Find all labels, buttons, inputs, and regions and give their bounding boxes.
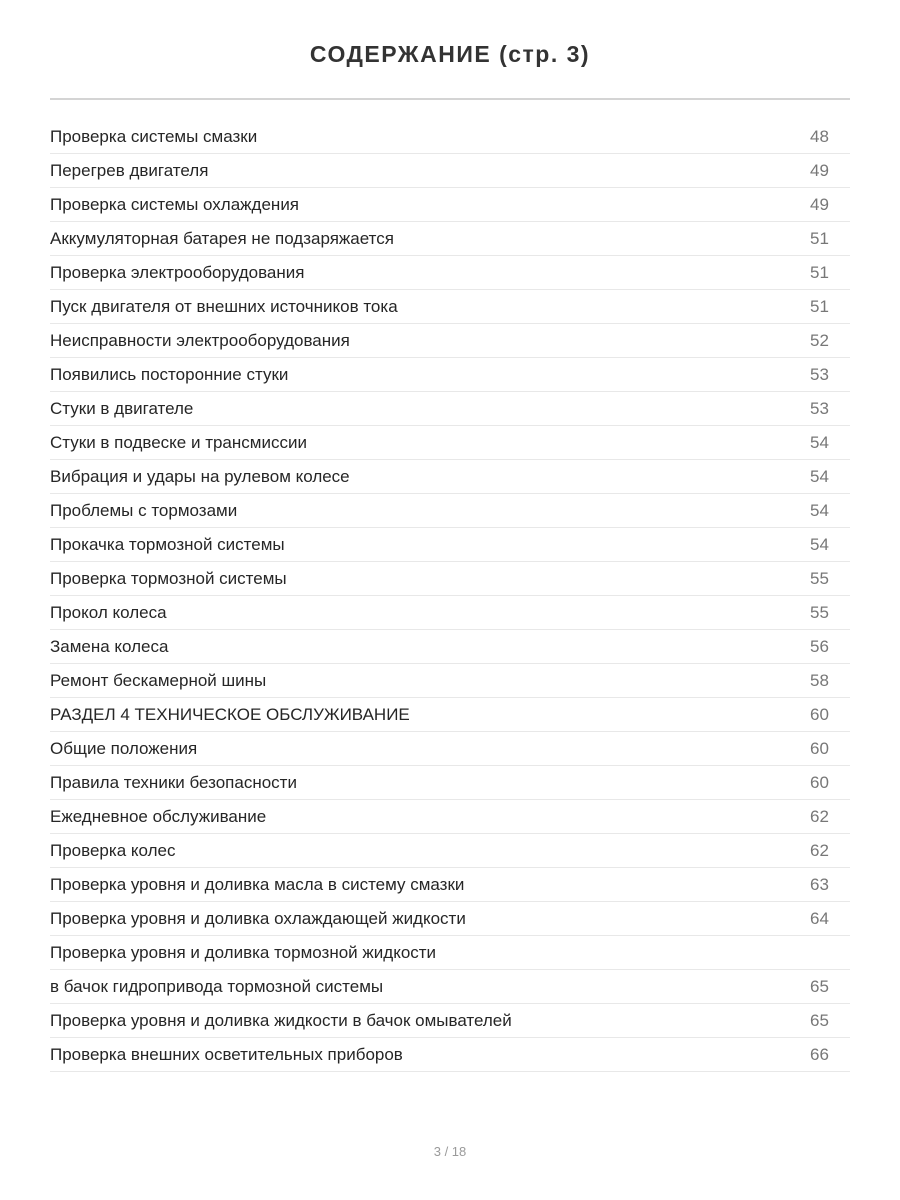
title-divider — [50, 98, 850, 100]
toc-entry-page-number: 49 — [810, 160, 829, 180]
toc-entry[interactable] — [50, 222, 850, 256]
toc-entry-page-number: 54 — [810, 534, 829, 554]
toc-entry[interactable] — [50, 460, 850, 494]
toc-entry-title: Прокол колеса — [50, 602, 167, 622]
toc-entry[interactable] — [50, 528, 850, 562]
toc-entry[interactable] — [50, 256, 850, 290]
toc-entry-page-number: 48 — [810, 126, 829, 146]
toc-entry-title: Проверка электрооборудования — [50, 262, 305, 282]
toc-entry-title: Проверка уровня и доливка охлаждающей жидкости — [50, 908, 466, 928]
toc-entry-title: Проверка колес — [50, 840, 176, 860]
toc-entry-page-number: 56 — [810, 636, 829, 656]
toc-entry-title: РАЗДЕЛ 4 ТЕХНИЧЕСКОЕ ОБСЛУЖИВАНИЕ — [50, 704, 410, 724]
toc-entry[interactable] — [50, 562, 850, 596]
toc-entry-title: Проверка уровня и доливка тормозной жидкости — [50, 942, 437, 962]
toc-entry-page-number: 60 — [810, 704, 829, 724]
toc-entry-title: Проверка внешних осветительных приборов — [50, 1044, 403, 1064]
page-indicator: 3 / 18 — [433, 1144, 467, 1159]
toc-entry-title: Проверка системы смазки — [50, 126, 258, 146]
toc-entry[interactable] — [50, 154, 850, 188]
toc-entry-title: Ремонт бескамерной шины — [50, 670, 267, 690]
toc-entry-title: Неисправности электрооборудования — [50, 330, 350, 350]
toc-entry-page-number: 54 — [810, 500, 829, 520]
toc-entry-title: Стуки в подвеске и трансмиссии — [50, 432, 307, 452]
toc-entry-title: Проблемы с тормозами — [50, 500, 238, 520]
toc-entry-page-number: 51 — [810, 228, 829, 248]
toc-entry-page-number: 54 — [810, 466, 829, 486]
toc-entry-title: Замена колеса — [50, 636, 169, 656]
toc-entry[interactable] — [50, 936, 850, 970]
toc-entry-title: Ежедневное обслуживание — [50, 806, 267, 826]
toc-entry-title: Правила техники безопасности — [50, 772, 297, 792]
toc-entry[interactable] — [50, 120, 850, 154]
toc-entry-page-number: 60 — [810, 772, 829, 792]
toc-entry-page-number: 52 — [810, 330, 829, 350]
toc-entry-page-number: 54 — [810, 432, 829, 452]
toc-entry-title: Аккумуляторная батарея не подзаряжается — [50, 228, 394, 248]
toc-entry-title: Проверка уровня и доливка масла в систему смазки — [50, 874, 465, 894]
toc-entry-page-number: 51 — [810, 296, 829, 316]
page-title: СОДЕРЖАНИЕ (стр. 3) — [309, 41, 591, 67]
toc-entry[interactable] — [50, 698, 850, 732]
toc-entry[interactable] — [50, 188, 850, 222]
toc-entry[interactable] — [50, 358, 850, 392]
toc-entry-title: Прокачка тормозной системы — [50, 534, 285, 554]
toc-entry[interactable] — [50, 324, 850, 358]
toc-entry-title: Проверка тормозной системы — [50, 568, 287, 588]
toc-entry[interactable] — [50, 766, 850, 800]
toc-entry-title: Общие положения — [50, 738, 198, 758]
toc-entry[interactable] — [50, 1038, 850, 1072]
toc-entry-page-number: 65 — [810, 1010, 829, 1030]
toc-entry-page-number: 64 — [810, 908, 829, 928]
toc-entry-page-number: 63 — [810, 874, 829, 894]
toc-entry-title: Проверка системы охлаждения — [50, 194, 300, 214]
toc-entry[interactable] — [50, 834, 850, 868]
toc-entry-title: Перегрев двигателя — [50, 160, 209, 180]
toc-entry[interactable] — [50, 664, 850, 698]
toc-entry-title: в бачок гидропривода тормозной системы — [50, 976, 384, 996]
toc-entry-page-number: 62 — [810, 840, 829, 860]
toc-entry[interactable] — [50, 392, 850, 426]
toc-entry-page-number: 55 — [810, 602, 829, 622]
toc-entry-page-number: 66 — [810, 1044, 829, 1064]
table-of-contents — [50, 120, 850, 1072]
toc-entry-page-number: 49 — [810, 194, 829, 214]
toc-entry-title: Вибрация и удары на рулевом колесе — [50, 466, 350, 486]
toc-entry-page-number: 62 — [810, 806, 829, 826]
toc-entry[interactable] — [50, 630, 850, 664]
toc-entry-page-number: 58 — [810, 670, 829, 690]
toc-entry[interactable] — [50, 902, 850, 936]
toc-entry[interactable] — [50, 970, 850, 1004]
toc-entry-page-number: 53 — [810, 398, 829, 418]
toc-entry[interactable] — [50, 426, 850, 460]
toc-entry-title: Появились посторонние стуки — [50, 364, 289, 384]
toc-entry-title: Проверка уровня и доливка жидкости в бачок омывателей — [50, 1010, 512, 1030]
toc-entry-title: Пуск двигателя от внешних источников тока — [50, 296, 398, 316]
toc-entry[interactable] — [50, 494, 850, 528]
toc-entry[interactable] — [50, 732, 850, 766]
toc-entry[interactable] — [50, 596, 850, 630]
toc-entry[interactable] — [50, 290, 850, 324]
toc-entry-title: Стуки в двигателе — [50, 398, 194, 418]
toc-entry[interactable] — [50, 868, 850, 902]
toc-entry-page-number: 55 — [810, 568, 829, 588]
toc-entry[interactable] — [50, 1004, 850, 1038]
toc-entry-page-number: 60 — [810, 738, 829, 758]
toc-entry-page-number: 65 — [810, 976, 829, 996]
toc-entry-page-number: 51 — [810, 262, 829, 282]
toc-entry-page-number: 53 — [810, 364, 829, 384]
toc-entry[interactable] — [50, 800, 850, 834]
